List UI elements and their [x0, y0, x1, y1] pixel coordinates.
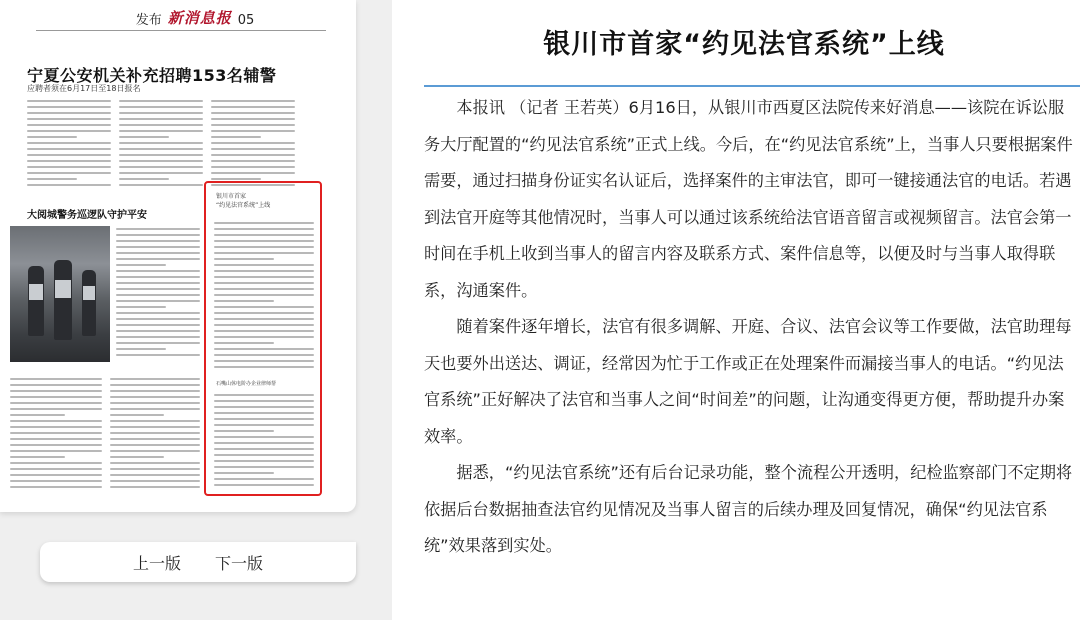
text-line — [214, 354, 314, 356]
text-line — [116, 228, 200, 230]
masthead-section: 发布 — [135, 13, 162, 28]
text-line — [110, 390, 200, 392]
text-line — [119, 142, 203, 144]
text-line — [116, 318, 200, 320]
text-line — [214, 448, 314, 450]
text-line — [214, 436, 314, 438]
text-line — [116, 240, 200, 242]
text-line — [116, 270, 200, 272]
text-line — [110, 474, 200, 476]
text-line — [211, 130, 295, 132]
text-column — [214, 394, 314, 490]
text-line — [10, 396, 102, 398]
article-paragraph: 据悉，“约见法官系统”还有后台记录功能，整个流程公开透明，纪检监察部门不定期将依据后台数据抽查法官约见情况及当事人留言的后续办理及回复情况，确保“约见法官系统”效果落到实处。 — [424, 463, 1073, 555]
text-line — [116, 234, 200, 236]
news-photo — [10, 226, 110, 362]
text-line — [214, 360, 314, 362]
newspaper-page-thumbnail[interactable] — [0, 0, 356, 512]
text-line — [27, 106, 111, 108]
text-line — [214, 336, 314, 338]
text-line — [27, 154, 111, 156]
text-line — [214, 442, 314, 444]
text-line — [10, 462, 102, 464]
text-line — [214, 300, 274, 302]
highlighted-article-title: 银川市首家 “约见法官系统”上线 — [216, 193, 271, 209]
text-line — [10, 402, 102, 404]
text-line — [116, 294, 200, 296]
text-line — [27, 178, 77, 180]
text-line — [110, 486, 200, 488]
secondary-headline[interactable]: 大阅城警务巡逻队守护平安 — [27, 210, 147, 221]
text-line — [119, 124, 203, 126]
text-line — [211, 112, 295, 114]
text-line — [110, 384, 200, 386]
prev-page-button[interactable]: 上一版 — [132, 553, 181, 573]
text-line — [10, 486, 102, 488]
text-column — [27, 100, 111, 190]
text-line — [214, 252, 314, 254]
text-line — [214, 276, 314, 278]
text-line — [27, 166, 111, 168]
text-line — [27, 160, 111, 162]
text-line — [27, 124, 111, 126]
text-line — [27, 100, 111, 102]
text-line — [214, 430, 274, 432]
text-line — [211, 160, 295, 162]
text-line — [10, 384, 102, 386]
text-line — [214, 318, 314, 320]
text-line — [10, 468, 102, 470]
text-line — [10, 414, 65, 416]
text-column — [119, 100, 203, 190]
text-line — [10, 426, 102, 428]
text-line — [211, 154, 295, 156]
text-line — [214, 294, 314, 296]
text-line — [211, 136, 261, 138]
text-line — [214, 418, 314, 420]
text-line — [116, 276, 200, 278]
text-line — [214, 394, 314, 396]
text-line — [119, 130, 203, 132]
text-line — [211, 118, 295, 120]
text-line — [214, 342, 274, 344]
text-line — [214, 228, 314, 230]
masthead-logo: 新消息报 — [167, 9, 232, 27]
text-line — [116, 312, 200, 314]
text-line — [27, 142, 111, 144]
text-line — [214, 478, 314, 480]
text-line — [116, 300, 200, 302]
text-line — [27, 118, 111, 120]
text-line — [10, 432, 102, 434]
text-line — [10, 438, 102, 440]
masthead-rule — [36, 30, 326, 31]
text-line — [214, 406, 314, 408]
text-line — [214, 288, 314, 290]
text-column — [116, 228, 200, 360]
text-line — [214, 246, 314, 248]
text-line — [116, 348, 166, 350]
text-line — [214, 240, 314, 242]
text-line — [110, 414, 164, 416]
text-line — [110, 426, 200, 428]
text-column — [211, 100, 295, 190]
text-line — [211, 148, 295, 150]
text-line — [116, 306, 166, 308]
text-line — [119, 166, 203, 168]
text-line — [10, 390, 102, 392]
next-page-button[interactable]: 下一版 — [215, 553, 264, 573]
text-line — [211, 106, 295, 108]
article-paragraph: 本报讯 （记者 王若英）6月16日，从银川市西夏区法院传来好消息——该院在诉讼服务大厅配置的“约见法官系统”正式上线。今后，在“约见法官系统”上，当事人只要根据案件需要，通过扫描身份证实名认证后，选择案件的主审法官，即可一键接通法官的电话。若遇到法官开庭等其他情况时，当事人可以通过该系统给法官语音留言或视频留言。法官会第一时间在手机上收到当事人的留言内容及联系方式、案件信息等，以便及时与当事人取得联系，沟通案件。 — [424, 98, 1073, 300]
text-line — [27, 148, 111, 150]
text-line — [214, 400, 314, 402]
masthead — [50, 6, 340, 28]
text-line — [214, 234, 314, 236]
text-line — [214, 366, 314, 368]
text-line — [10, 420, 102, 422]
text-line — [214, 324, 314, 326]
title-divider — [424, 85, 1080, 87]
text-line — [214, 270, 314, 272]
text-line — [110, 462, 200, 464]
text-line — [119, 106, 203, 108]
text-line — [116, 258, 200, 260]
text-line — [110, 420, 200, 422]
article-body — [424, 90, 1076, 565]
text-line — [116, 324, 200, 326]
text-line — [27, 130, 111, 132]
text-line — [119, 172, 203, 174]
text-line — [119, 148, 203, 150]
text-line — [10, 450, 102, 452]
text-line — [214, 312, 314, 314]
text-line — [10, 480, 102, 482]
text-line — [116, 264, 166, 266]
text-line — [110, 456, 164, 458]
text-line — [119, 136, 169, 138]
page-headline-subtitle: 应聘者须在6月17日至18日报名 — [27, 84, 141, 93]
text-line — [211, 166, 295, 168]
text-column — [214, 222, 314, 372]
text-line — [119, 178, 169, 180]
text-line — [27, 184, 111, 186]
text-line — [214, 412, 314, 414]
text-line — [211, 124, 295, 126]
text-line — [110, 438, 200, 440]
text-line — [10, 456, 65, 458]
article-paragraph: 随着案件逐年增长，法官有很多调解、开庭、合议、法官会议等工作要做，法官助理每天也要外出送达、调证，经常因为忙于工作或正在处理案件而漏接当事人的电话。“约见法官系统”正好解决了法官和当事人之间“时间差”的问题，让沟通变得更方便，帮助提升办案效率。 — [424, 317, 1072, 446]
text-line — [214, 222, 314, 224]
text-line — [116, 342, 200, 344]
text-line — [214, 424, 314, 426]
text-line — [116, 282, 200, 284]
text-line — [214, 460, 314, 462]
text-line — [119, 184, 203, 186]
text-line — [119, 154, 203, 156]
text-line — [116, 246, 200, 248]
highlighted-second-title: 石嘴山休电阶办企业律师帮 — [216, 381, 277, 387]
text-line — [211, 172, 295, 174]
text-line — [110, 396, 200, 398]
page-headline[interactable]: 宁夏公安机关补充招聘153名辅警 — [27, 66, 277, 85]
text-line — [116, 354, 200, 356]
text-line — [211, 100, 295, 102]
text-line — [27, 112, 111, 114]
text-column — [110, 378, 200, 492]
text-line — [214, 466, 314, 468]
text-line — [10, 474, 102, 476]
article-title: 银川市首家“约见法官系统”上线 — [543, 29, 945, 60]
text-line — [214, 264, 314, 266]
text-line — [214, 330, 314, 332]
text-line — [214, 306, 314, 308]
text-line — [10, 378, 102, 380]
text-line — [214, 454, 314, 456]
text-line — [214, 348, 314, 350]
text-line — [211, 178, 261, 180]
text-line — [27, 172, 111, 174]
text-line — [110, 378, 200, 380]
text-line — [110, 468, 200, 470]
text-line — [116, 330, 200, 332]
text-column — [10, 378, 102, 492]
text-line — [110, 444, 200, 446]
text-line — [214, 282, 314, 284]
text-line — [116, 288, 200, 290]
text-line — [214, 472, 274, 474]
text-line — [214, 258, 274, 260]
newspaper-page-pane — [0, 0, 392, 620]
text-line — [119, 160, 203, 162]
text-line — [27, 136, 77, 138]
text-line — [110, 402, 200, 404]
text-line — [116, 336, 200, 338]
text-line — [116, 252, 200, 254]
text-line — [110, 450, 200, 452]
text-line — [119, 112, 203, 114]
text-line — [10, 408, 102, 410]
page-navigation — [40, 542, 356, 582]
text-line — [119, 118, 203, 120]
text-line — [110, 480, 200, 482]
text-line — [119, 100, 203, 102]
text-line — [214, 484, 314, 486]
masthead-page-number: 05 — [237, 13, 255, 28]
text-line — [10, 444, 102, 446]
text-line — [211, 142, 295, 144]
text-line — [110, 432, 200, 434]
text-line — [110, 408, 200, 410]
